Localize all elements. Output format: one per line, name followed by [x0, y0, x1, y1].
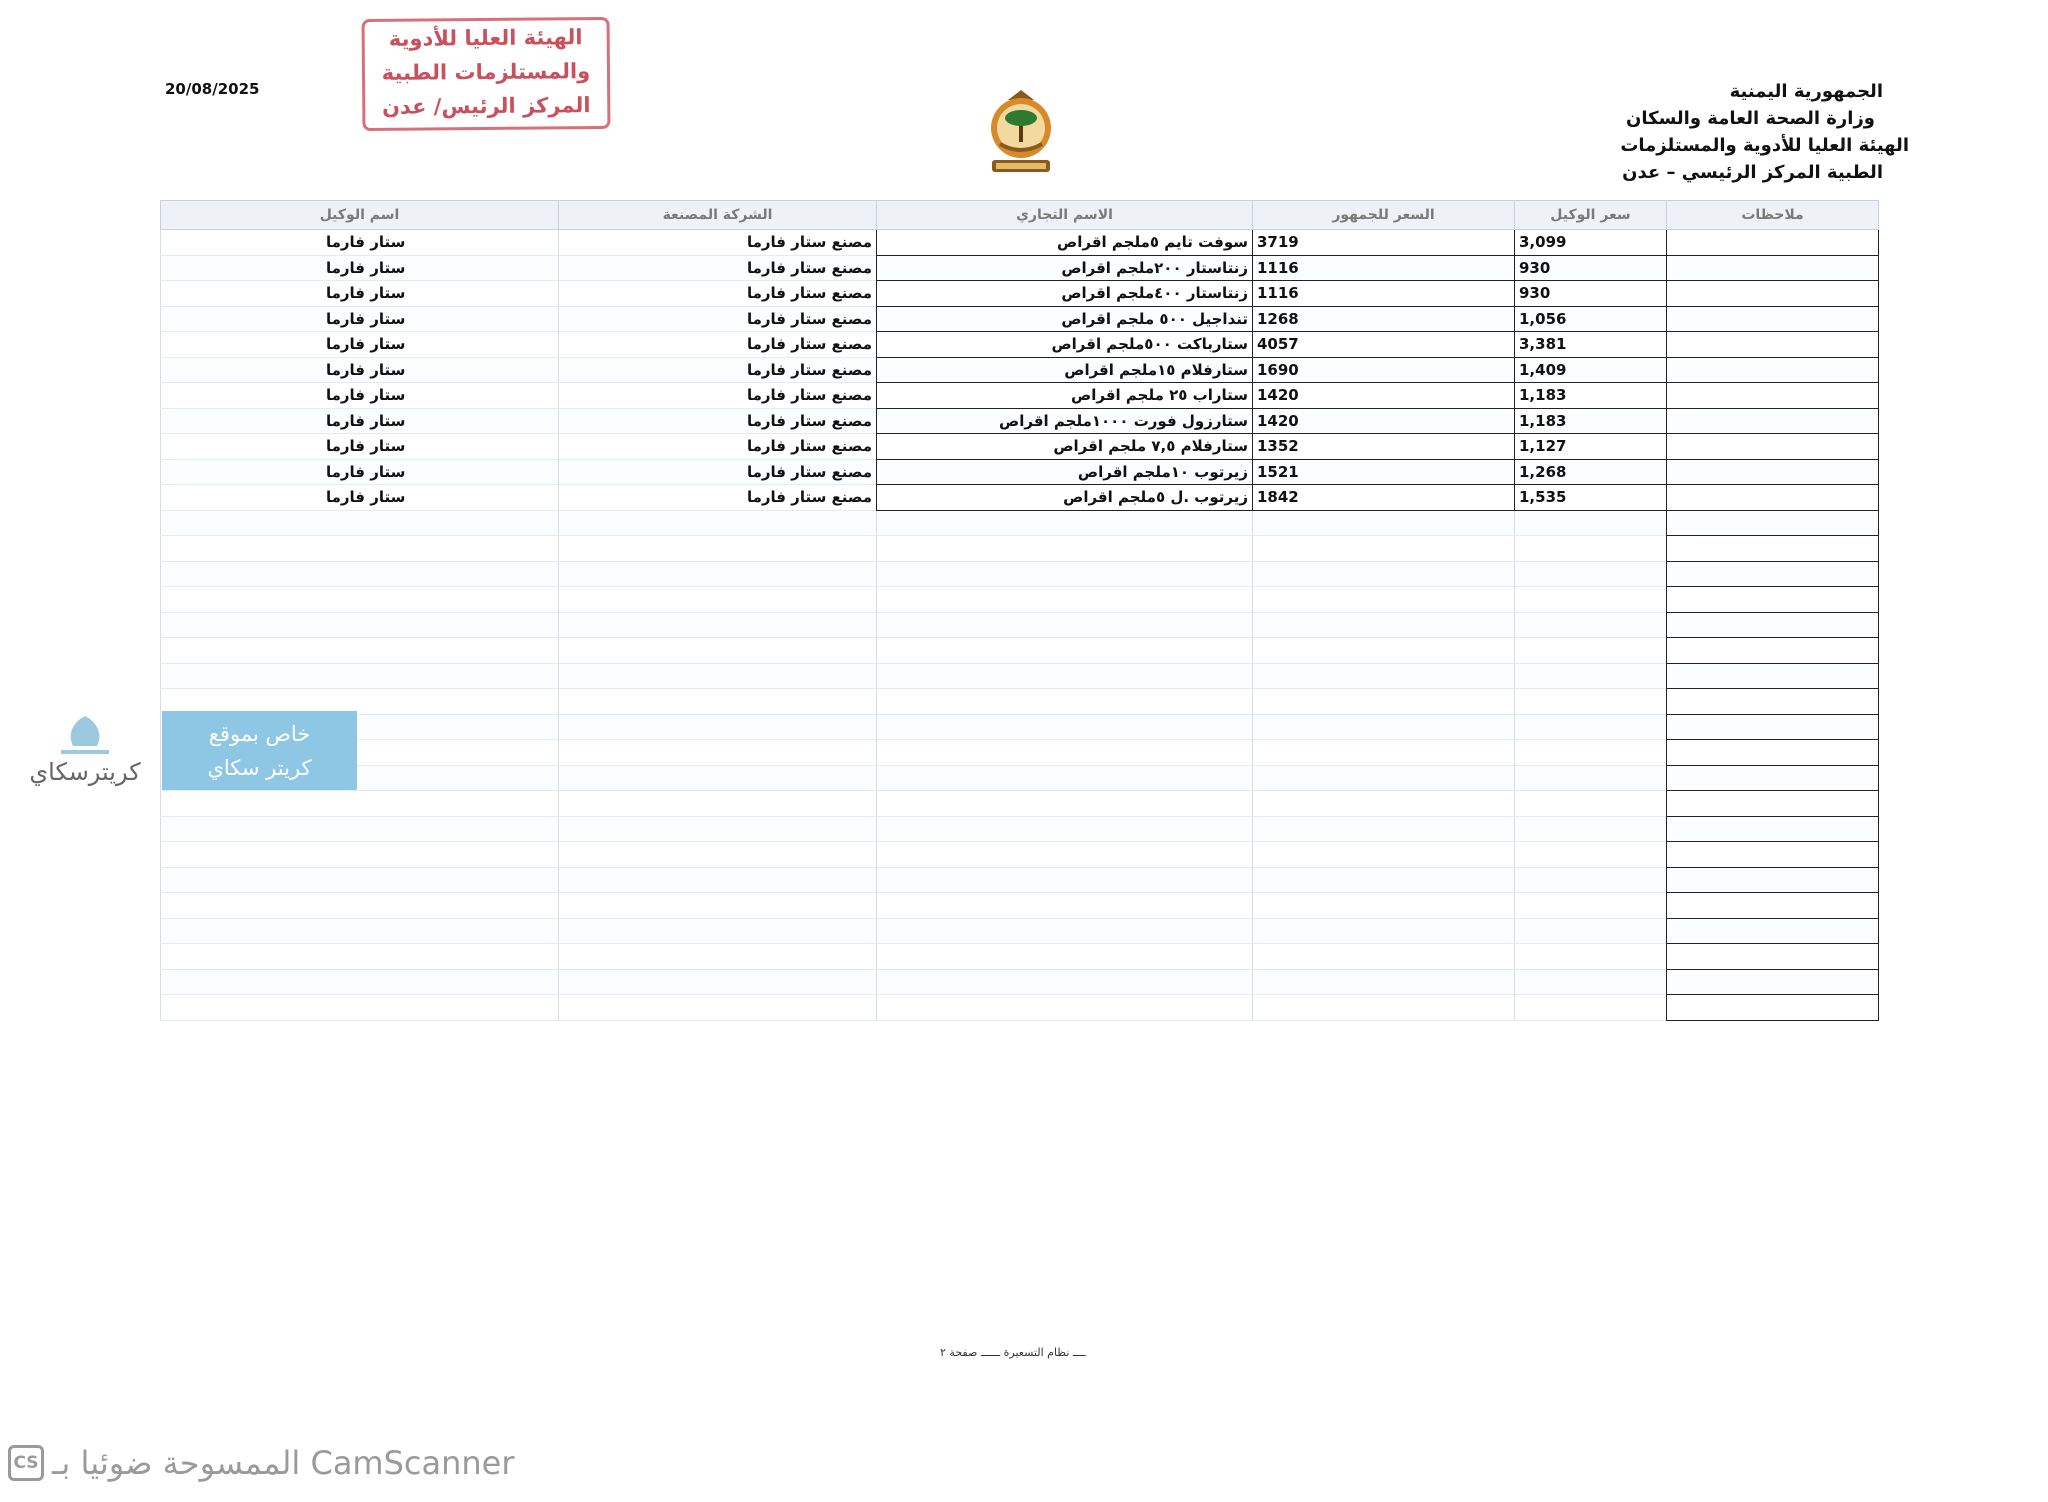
table-row	[161, 485, 1879, 511]
cell-manufacturer	[559, 561, 877, 587]
cell-public-price	[1253, 536, 1515, 562]
cell-notes	[1667, 638, 1879, 664]
cell-agent-price: 3,099	[1515, 230, 1667, 256]
cell-agent-price	[1515, 842, 1667, 868]
cell-agent	[161, 587, 559, 613]
camscanner-text: الممسوحة ضوئيا بـ CamScanner	[52, 1444, 515, 1482]
table-row	[161, 816, 1879, 842]
cell-manufacturer	[559, 536, 877, 562]
table-row	[161, 408, 1879, 434]
cell-public-price: 1420	[1253, 383, 1515, 409]
cell-public-price	[1253, 944, 1515, 970]
cell-manufacturer: مصنع ستار فارما	[559, 230, 877, 256]
cell-notes	[1667, 281, 1879, 307]
cell-manufacturer	[559, 510, 877, 536]
cell-agent	[161, 791, 559, 817]
cell-notes	[1667, 561, 1879, 587]
cell-public-price	[1253, 740, 1515, 766]
cell-trade-name	[877, 714, 1253, 740]
cell-agent	[161, 663, 559, 689]
cell-public-price: 1268	[1253, 306, 1515, 332]
cell-agent: ستار فارما	[161, 306, 559, 332]
cell-notes	[1667, 306, 1879, 332]
ministry-header	[1620, 78, 1909, 186]
cell-agent: ستار فارما	[161, 332, 559, 358]
cell-manufacturer: مصنع ستار فارما	[559, 357, 877, 383]
cell-notes	[1667, 459, 1879, 485]
cell-agent-price	[1515, 969, 1667, 995]
cell-notes	[1667, 434, 1879, 460]
table-row	[161, 689, 1879, 715]
yemen-emblem-icon	[978, 86, 1064, 182]
cell-manufacturer	[559, 995, 877, 1021]
cell-agent	[161, 561, 559, 587]
cell-notes	[1667, 689, 1879, 715]
cell-notes	[1667, 383, 1879, 409]
watermark-line: خاص بموقع	[208, 722, 311, 746]
cell-manufacturer	[559, 740, 877, 766]
cell-manufacturer	[559, 587, 877, 613]
cell-manufacturer	[559, 893, 877, 919]
cell-notes	[1667, 255, 1879, 281]
cell-trade-name: زيرتوب .ل ٥ملجم اقراص	[877, 485, 1253, 511]
cell-agent-price	[1515, 714, 1667, 740]
cell-trade-name	[877, 995, 1253, 1021]
cell-agent-price: 930	[1515, 281, 1667, 307]
cell-manufacturer: مصنع ستار فارما	[559, 281, 877, 307]
cell-trade-name	[877, 740, 1253, 766]
authority-stamp	[362, 17, 611, 131]
cell-public-price: 3719	[1253, 230, 1515, 256]
cell-agent: ستار فارما	[161, 434, 559, 460]
watermark-logo-text: كريترسكاي	[29, 758, 141, 786]
cell-notes	[1667, 816, 1879, 842]
cell-agent-price	[1515, 995, 1667, 1021]
cell-agent: ستار فارما	[161, 408, 559, 434]
cell-agent-price: 1,183	[1515, 408, 1667, 434]
cell-public-price	[1253, 510, 1515, 536]
cell-agent-price	[1515, 791, 1667, 817]
cell-trade-name	[877, 816, 1253, 842]
cell-public-price	[1253, 918, 1515, 944]
cell-trade-name	[877, 638, 1253, 664]
cell-public-price: 1352	[1253, 434, 1515, 460]
cell-manufacturer	[559, 714, 877, 740]
cell-manufacturer: مصنع ستار فارما	[559, 434, 877, 460]
table-row	[161, 842, 1879, 868]
cell-agent	[161, 918, 559, 944]
table-row	[161, 765, 1879, 791]
cell-agent-price: 3,381	[1515, 332, 1667, 358]
cell-public-price	[1253, 663, 1515, 689]
cell-manufacturer: مصنع ستار فارما	[559, 255, 877, 281]
table-row	[161, 536, 1879, 562]
cell-public-price	[1253, 714, 1515, 740]
cell-trade-name	[877, 510, 1253, 536]
cell-notes	[1667, 842, 1879, 868]
cell-agent-price: 1,056	[1515, 306, 1667, 332]
table-row	[161, 714, 1879, 740]
table-row	[161, 510, 1879, 536]
cell-public-price: 1521	[1253, 459, 1515, 485]
cell-trade-name: ستارفلام ١٥ملجم اقراص	[877, 357, 1253, 383]
cell-agent-price: 1,409	[1515, 357, 1667, 383]
table-row	[161, 281, 1879, 307]
cell-manufacturer	[559, 689, 877, 715]
cell-agent-price	[1515, 663, 1667, 689]
cell-notes	[1667, 587, 1879, 613]
cell-trade-name: ستارزول فورت ١٠٠٠ملجم اقراص	[877, 408, 1253, 434]
cell-notes	[1667, 485, 1879, 511]
ministry-line: الجمهورية اليمنية	[1729, 81, 1883, 102]
cell-public-price	[1253, 587, 1515, 613]
cell-agent-price: 1,127	[1515, 434, 1667, 460]
page-footer: ــــ نظام التسعيرة ــــــ صفحة ٢	[940, 1346, 1086, 1359]
stamp-line: الهيئة العليا للأدوية	[388, 25, 583, 51]
cell-trade-name	[877, 944, 1253, 970]
table-row	[161, 663, 1879, 689]
cell-public-price	[1253, 816, 1515, 842]
cell-agent	[161, 995, 559, 1021]
stamp-line: والمستلزمات الطبية	[381, 59, 591, 85]
cell-agent-price	[1515, 510, 1667, 536]
cell-manufacturer: مصنع ستار فارما	[559, 408, 877, 434]
watermark-logo	[20, 712, 150, 800]
camscanner-icon: CS	[8, 1445, 44, 1481]
bird-logo-icon	[55, 712, 115, 758]
table-row	[161, 332, 1879, 358]
ministry-line: الهيئة العليا للأدوية والمستلزمات	[1620, 135, 1909, 156]
cell-public-price	[1253, 638, 1515, 664]
cell-trade-name: ستارباكت ٥٠٠ملجم اقراص	[877, 332, 1253, 358]
cell-agent	[161, 816, 559, 842]
cell-agent: ستار فارما	[161, 383, 559, 409]
table-row	[161, 357, 1879, 383]
table-body	[161, 230, 1879, 1021]
cell-trade-name	[877, 612, 1253, 638]
table-row	[161, 459, 1879, 485]
cell-agent-price	[1515, 561, 1667, 587]
cell-public-price	[1253, 867, 1515, 893]
cell-trade-name	[877, 765, 1253, 791]
cell-trade-name: تنداجيل ٥٠٠ ملجم اقراص	[877, 306, 1253, 332]
header-agent: اسم الوكيل	[161, 201, 559, 230]
cell-manufacturer: مصنع ستار فارما	[559, 383, 877, 409]
cell-manufacturer	[559, 867, 877, 893]
table-row	[161, 306, 1879, 332]
cell-agent: ستار فارما	[161, 281, 559, 307]
cell-trade-name: زنتاستار ٢٠٠ملجم اقراص	[877, 255, 1253, 281]
cell-agent: ستار فارما	[161, 230, 559, 256]
cell-agent: ستار فارما	[161, 485, 559, 511]
table-row	[161, 587, 1879, 613]
cell-manufacturer	[559, 918, 877, 944]
cell-agent-price: 1,268	[1515, 459, 1667, 485]
cell-agent	[161, 638, 559, 664]
cell-agent-price	[1515, 740, 1667, 766]
cell-trade-name: زنتاستار ٤٠٠ملجم اقراص	[877, 281, 1253, 307]
cell-notes	[1667, 612, 1879, 638]
cell-agent-price	[1515, 918, 1667, 944]
cell-notes	[1667, 663, 1879, 689]
cell-trade-name	[877, 842, 1253, 868]
cell-manufacturer	[559, 969, 877, 995]
cell-manufacturer: مصنع ستار فارما	[559, 459, 877, 485]
cell-notes	[1667, 714, 1879, 740]
cell-notes	[1667, 944, 1879, 970]
cell-agent-price	[1515, 893, 1667, 919]
cell-manufacturer	[559, 791, 877, 817]
cell-public-price	[1253, 561, 1515, 587]
document-date: 20/08/2025	[165, 80, 260, 98]
table-row	[161, 944, 1879, 970]
stamp-line: المركز الرئيس/ عدن	[381, 93, 591, 119]
cell-agent	[161, 867, 559, 893]
cell-public-price: 1116	[1253, 255, 1515, 281]
cell-public-price	[1253, 969, 1515, 995]
cell-agent	[161, 612, 559, 638]
table-row	[161, 434, 1879, 460]
cell-agent-price: 1,183	[1515, 383, 1667, 409]
cell-notes	[1667, 230, 1879, 256]
cell-public-price	[1253, 893, 1515, 919]
cell-notes	[1667, 357, 1879, 383]
ministry-line: الطبية المركز الرئيسي – عدن	[1622, 162, 1883, 183]
header-agent-price: سعر الوكيل	[1515, 201, 1667, 230]
cell-trade-name	[877, 561, 1253, 587]
cell-trade-name	[877, 587, 1253, 613]
cell-agent-price	[1515, 765, 1667, 791]
cell-agent: ستار فارما	[161, 459, 559, 485]
table-row	[161, 918, 1879, 944]
table-row	[161, 230, 1879, 256]
cell-notes	[1667, 867, 1879, 893]
cell-agent-price: 930	[1515, 255, 1667, 281]
cell-trade-name	[877, 689, 1253, 715]
cell-notes	[1667, 510, 1879, 536]
cell-agent-price	[1515, 536, 1667, 562]
cell-manufacturer	[559, 663, 877, 689]
cell-notes	[1667, 740, 1879, 766]
cell-manufacturer	[559, 638, 877, 664]
cell-trade-name	[877, 918, 1253, 944]
header-trade-name: الاسم التجاري	[877, 201, 1253, 230]
cell-agent-price	[1515, 867, 1667, 893]
cell-agent-price	[1515, 638, 1667, 664]
cell-notes	[1667, 918, 1879, 944]
cell-notes	[1667, 408, 1879, 434]
cell-public-price: 1420	[1253, 408, 1515, 434]
cell-agent	[161, 536, 559, 562]
table-row	[161, 740, 1879, 766]
cell-agent-price: 1,535	[1515, 485, 1667, 511]
table-row	[161, 638, 1879, 664]
cell-trade-name	[877, 791, 1253, 817]
cell-notes	[1667, 332, 1879, 358]
cell-manufacturer	[559, 765, 877, 791]
cell-public-price	[1253, 612, 1515, 638]
cell-trade-name	[877, 969, 1253, 995]
header-manufacturer: الشركة المصنعة	[559, 201, 877, 230]
cell-agent	[161, 842, 559, 868]
cell-manufacturer	[559, 612, 877, 638]
cell-manufacturer	[559, 842, 877, 868]
cell-agent-price	[1515, 587, 1667, 613]
cell-agent: ستار فارما	[161, 255, 559, 281]
cell-notes	[1667, 765, 1879, 791]
cell-manufacturer: مصنع ستار فارما	[559, 332, 877, 358]
table-row	[161, 893, 1879, 919]
cell-public-price: 1842	[1253, 485, 1515, 511]
table-row	[161, 383, 1879, 409]
cell-notes	[1667, 791, 1879, 817]
ministry-line: وزارة الصحة العامة والسكان	[1626, 108, 1875, 129]
cell-public-price: 1116	[1253, 281, 1515, 307]
cell-public-price: 1690	[1253, 357, 1515, 383]
header-public-price: السعر للجمهور	[1253, 201, 1515, 230]
cell-notes	[1667, 995, 1879, 1021]
table-row	[161, 867, 1879, 893]
cell-trade-name	[877, 536, 1253, 562]
cell-notes	[1667, 536, 1879, 562]
cell-notes	[1667, 969, 1879, 995]
cell-manufacturer: مصنع ستار فارما	[559, 306, 877, 332]
cell-agent-price	[1515, 689, 1667, 715]
cell-public-price	[1253, 791, 1515, 817]
cell-manufacturer	[559, 816, 877, 842]
table-row	[161, 995, 1879, 1021]
pricing-table	[160, 200, 1879, 1021]
cell-notes	[1667, 893, 1879, 919]
cell-agent	[161, 944, 559, 970]
cell-public-price	[1253, 995, 1515, 1021]
table-row	[161, 561, 1879, 587]
cell-trade-name: سوفت تايم ٥ملجم اقراص	[877, 230, 1253, 256]
cell-manufacturer: مصنع ستار فارما	[559, 485, 877, 511]
cell-trade-name: ستارفلام ٧,٥ ملجم اقراص	[877, 434, 1253, 460]
header-notes: ملاحظات	[1667, 201, 1879, 230]
cell-public-price	[1253, 689, 1515, 715]
table-row	[161, 791, 1879, 817]
table-row	[161, 969, 1879, 995]
cell-trade-name: ستاراب ٢٥ ملجم اقراص	[877, 383, 1253, 409]
watermark-box	[162, 711, 357, 790]
table-header-row	[161, 201, 1879, 230]
cell-agent-price	[1515, 944, 1667, 970]
cell-trade-name: زيرتوب ١٠ملجم اقراص	[877, 459, 1253, 485]
cell-agent-price	[1515, 816, 1667, 842]
cell-manufacturer	[559, 944, 877, 970]
table-row	[161, 612, 1879, 638]
cell-agent: ستار فارما	[161, 357, 559, 383]
watermark-line: كريتر سكاي	[207, 756, 312, 780]
cell-agent	[161, 893, 559, 919]
table-row	[161, 255, 1879, 281]
cell-trade-name	[877, 663, 1253, 689]
cell-agent	[161, 969, 559, 995]
cell-agent	[161, 510, 559, 536]
cell-public-price: 4057	[1253, 332, 1515, 358]
cell-agent-price	[1515, 612, 1667, 638]
cell-public-price	[1253, 842, 1515, 868]
cell-trade-name	[877, 893, 1253, 919]
cell-public-price	[1253, 765, 1515, 791]
camscanner-watermark	[8, 1444, 515, 1482]
cell-trade-name	[877, 867, 1253, 893]
